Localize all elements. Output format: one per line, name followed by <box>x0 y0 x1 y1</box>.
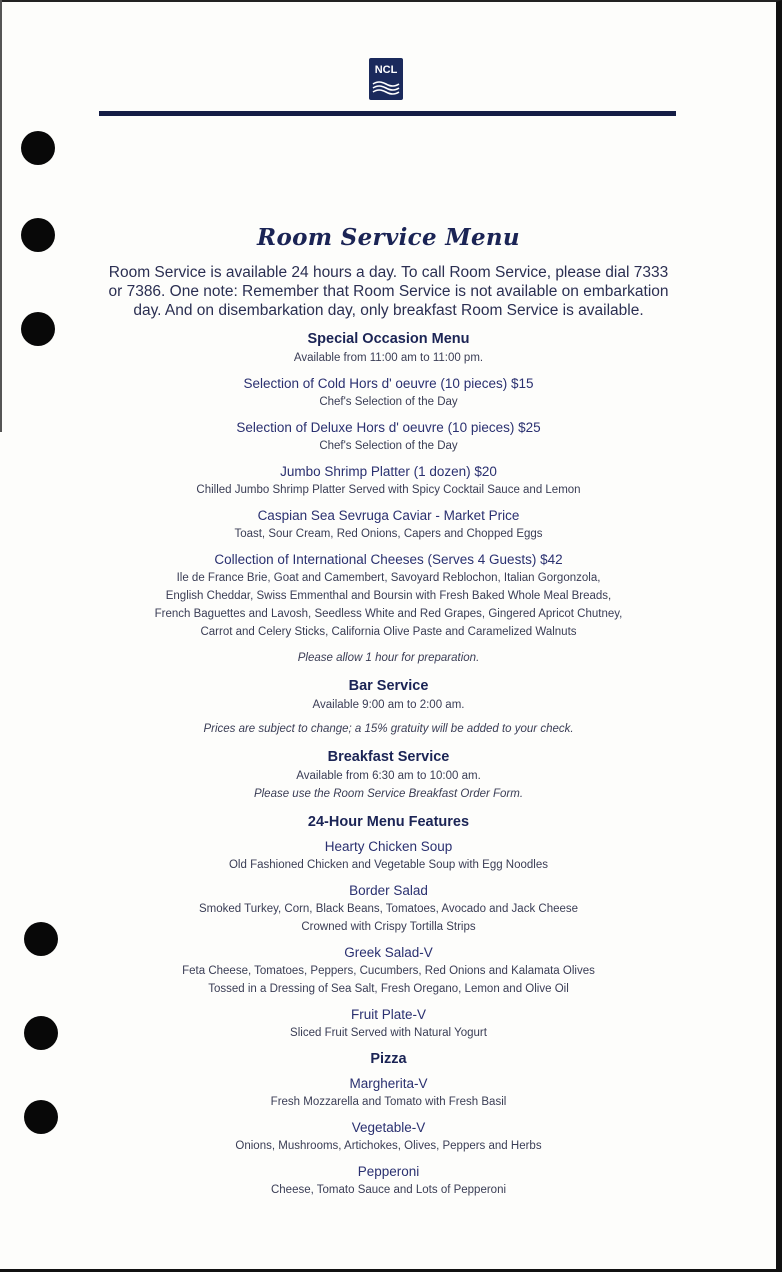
item-name: Caspian Sea Sevruga Caviar - Market Price <box>257 508 520 523</box>
menu-item <box>100 463 677 499</box>
item-name: Margherita-V <box>349 1076 428 1091</box>
page-title: Room Service Menu <box>257 224 520 251</box>
item-description-line: Carrot and Celery Sticks, California Olive Paste and Caramelized Walnuts <box>200 626 577 638</box>
menu-item <box>100 882 677 936</box>
pizza-section <box>100 1050 677 1069</box>
binder-hole <box>21 131 55 165</box>
menu-item-cheeses <box>100 551 677 641</box>
section-heading: Special Occasion Menu <box>307 331 470 347</box>
item-description: Chilled Jumbo Shrimp Platter Served with Spicy Cocktail Sauce and Lemon <box>196 484 581 496</box>
section-heading: Breakfast Service <box>327 749 450 765</box>
item-name: Pepperoni <box>357 1164 420 1179</box>
bar-service-section <box>100 677 677 738</box>
intro-paragraph: Room Service is available 24 hours a day. To call Room Service, please dial 7333 or 7386. One note: Remember that Room Service is not available on embarkation day. And on disembarkation day, only breakfast Room Service is available. <box>108 264 669 319</box>
item-name: Greek Salad-V <box>344 945 433 960</box>
breakfast-note: Please use the Room Service Breakfast Order Form. <box>253 788 524 800</box>
binder-hole <box>24 1100 58 1134</box>
section-heading: Bar Service <box>348 678 429 694</box>
item-description: Toast, Sour Cream, Red Onions, Capers and Chopped Eggs <box>234 528 543 540</box>
ncl-logo <box>369 58 403 100</box>
section-heading: Pizza <box>370 1051 407 1067</box>
item-name: Border Salad <box>349 883 428 898</box>
features-section <box>100 813 677 832</box>
item-description: Chef's Selection of the Day <box>319 396 458 408</box>
section-heading: 24-Hour Menu Features <box>307 814 470 830</box>
section-hours: Available 9:00 am to 2:00 am. <box>312 699 465 711</box>
menu-item <box>100 944 677 998</box>
section-hours: Available from 6:30 am to 10:00 am. <box>296 770 481 782</box>
item-description-line: Tossed in a Dressing of Sea Salt, Fresh Oregano, Lemon and Olive Oil <box>208 983 569 995</box>
item-description-line: Sliced Fruit Served with Natural Yogurt <box>290 1027 487 1039</box>
item-description-line: Smoked Turkey, Corn, Black Beans, Tomatoes, Avocado and Jack Cheese <box>198 903 579 915</box>
item-description-line: English Cheddar, Swiss Emmenthal and Boursin with Fresh Baked Whole Meal Breads, <box>165 590 612 602</box>
item-description: Cheese, Tomato Sauce and Lots of Pepperoni <box>270 1184 507 1196</box>
menu-item <box>100 375 677 411</box>
menu-item <box>100 419 677 455</box>
special-occasion-section <box>100 330 677 367</box>
item-description-line: Ile de France Brie, Goat and Camembert, Savoyard Reblochon, Italian Gorgonzola, <box>176 572 601 584</box>
item-name: Fruit Plate-V <box>350 1007 427 1022</box>
menu-item <box>100 838 677 874</box>
section-hours: Available from 11:00 am to 11:00 pm. <box>293 352 484 364</box>
item-name: Jumbo Shrimp Platter (1 dozen) $20 <box>280 464 497 479</box>
preparation-note: Please allow 1 hour for preparation. <box>297 652 480 664</box>
item-description: Onions, Mushrooms, Artichokes, Olives, Peppers and Herbs <box>235 1140 542 1152</box>
header-rule <box>99 111 676 116</box>
binder-hole <box>24 922 58 956</box>
wave-icon <box>372 80 400 96</box>
item-description: Chef's Selection of the Day <box>319 440 458 452</box>
item-name: Selection of Deluxe Hors d' oeuvre (10 pieces) $25 <box>236 420 541 435</box>
menu-item <box>100 1119 677 1155</box>
menu-content <box>100 224 677 1207</box>
item-description: Fresh Mozzarella and Tomato with Fresh Basil <box>270 1096 507 1108</box>
item-name: Selection of Cold Hors d' oeuvre (10 pieces) $15 <box>243 376 534 391</box>
binder-hole <box>21 218 55 252</box>
page-left-edge <box>0 0 2 432</box>
logo-text: NCL <box>374 64 398 76</box>
gratuity-note: Prices are subject to change; a 15% gratuity will be added to your check. <box>203 723 574 735</box>
menu-item <box>100 507 677 543</box>
item-name: Collection of International Cheeses (Serves 4 Guests) $42 <box>214 552 563 567</box>
menu-item <box>100 1006 677 1042</box>
item-description-line: Old Fashioned Chicken and Vegetable Soup with Egg Noodles <box>228 859 549 871</box>
binder-hole <box>24 1016 58 1050</box>
item-name: Vegetable-V <box>351 1120 426 1135</box>
binder-hole <box>21 312 55 346</box>
item-description-line: Feta Cheese, Tomatoes, Peppers, Cucumbers, Red Onions and Kalamata Olives <box>182 965 595 977</box>
menu-item <box>100 1163 677 1199</box>
item-name: Hearty Chicken Soup <box>324 839 453 854</box>
breakfast-section <box>100 748 677 803</box>
item-description-line: French Baguettes and Lavosh, Seedless White and Red Grapes, Gingered Apricot Chutney, <box>154 608 623 620</box>
item-description-line: Crowned with Crispy Tortilla Strips <box>301 921 476 933</box>
menu-item <box>100 1075 677 1111</box>
